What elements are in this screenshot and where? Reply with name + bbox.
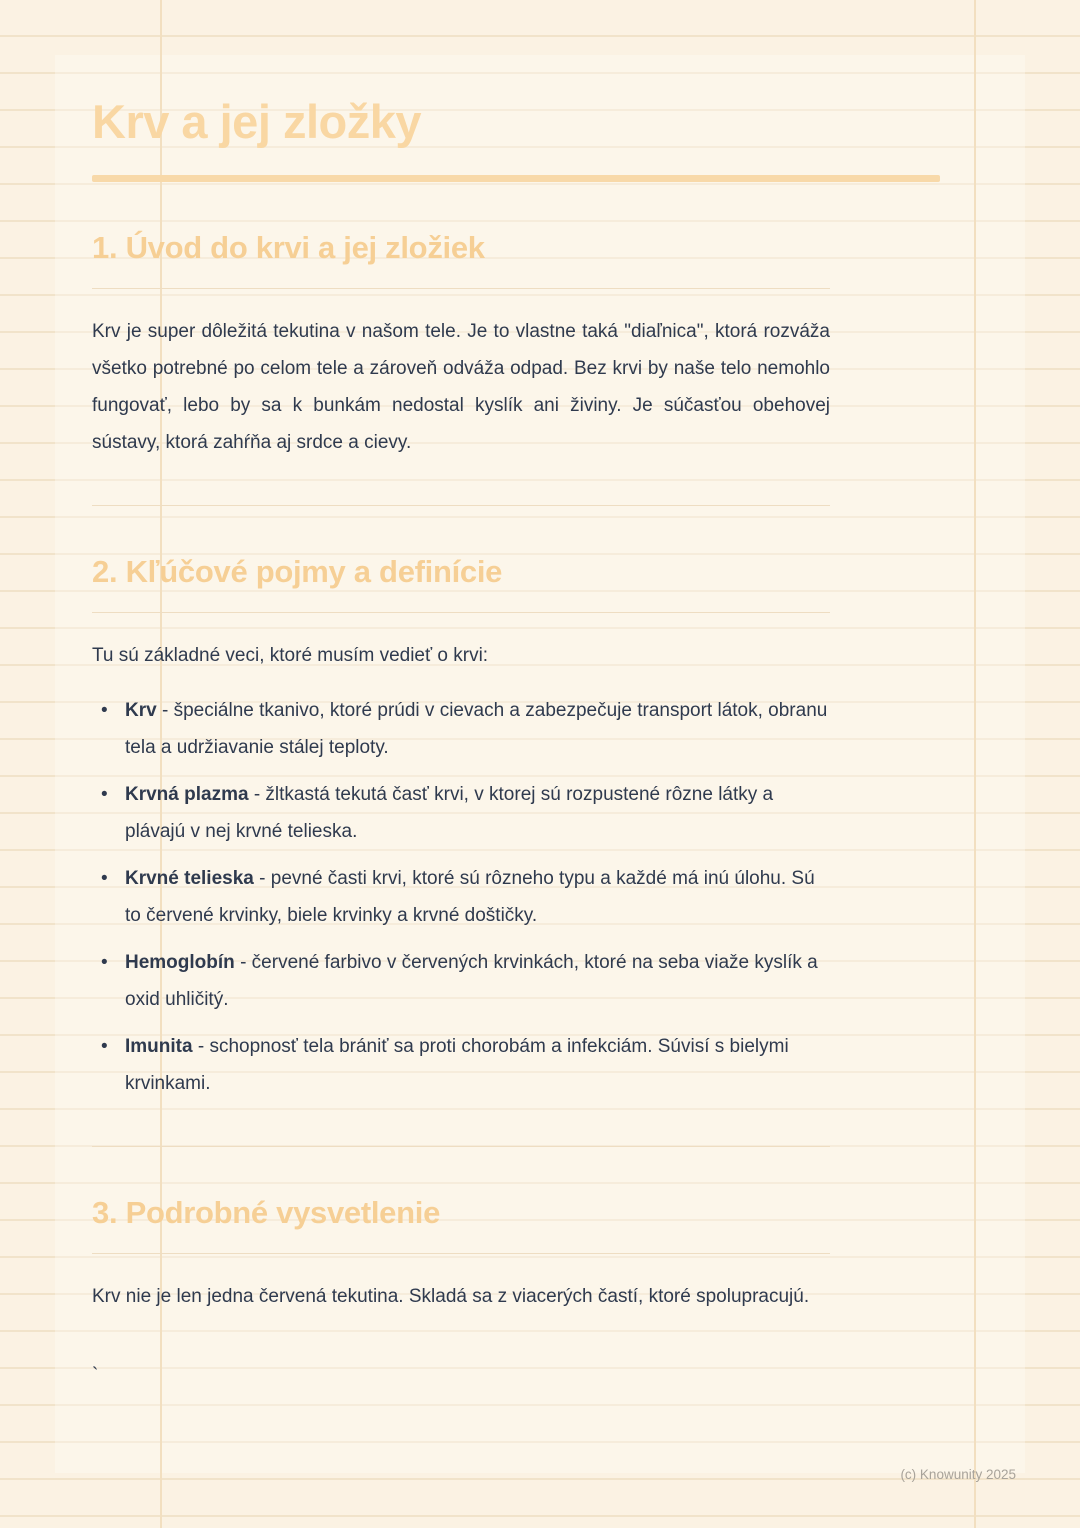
term-label: Hemoglobín	[125, 952, 235, 973]
section-2-intro: Tu sú základné veci, ktoré musím vedieť o krvi:	[92, 645, 489, 666]
section-intro-to-blood	[92, 230, 940, 506]
term-definition: - červené farbivo v červených krvinkách, ktoré na seba viaže kyslík a oxid uhličitý.	[125, 952, 818, 1010]
section-3-heading: 3. Podrobné vysvetlenie	[92, 1195, 441, 1230]
list-item-hemoglobin	[92, 944, 834, 1018]
footer-credit: (c) Knowunity 2025	[900, 1467, 1016, 1482]
section-2-heading: 2. Kľúčové pojmy a definície	[92, 554, 503, 589]
term-definition: - špeciálne tkanivo, ktoré prúdi v cievach a zabezpečuje transport látok, obranu tela a udržiavanie stálej teploty.	[125, 700, 828, 758]
term-label: Imunita	[125, 1036, 193, 1057]
notes-content	[92, 94, 940, 1394]
page-title: Krv a jej zložky	[92, 95, 421, 148]
margin-line-right	[974, 0, 976, 1528]
term-definition: - schopnosť tela brániť sa proti chorobám a infekciám. Súvisí s bielymi krvinkami.	[125, 1036, 789, 1094]
list-item-krv	[92, 692, 834, 766]
section-divider-1	[92, 505, 830, 506]
term-definition: - žltkastá tekutá časť krvi, v ktorej sú rozpustené rôzne látky a plávajú v nej krvné telieska.	[125, 784, 774, 842]
term-definition: - pevné časti krvi, ktoré sú rôzneho typu a každé má inú úlohu. Sú to červené krvinky, biele krvinky a krvné doštičky.	[125, 868, 815, 926]
section-divider-2	[92, 1146, 830, 1147]
section-1-heading-rule	[92, 288, 830, 289]
term-label: Krvné telieska	[125, 868, 254, 889]
list-item-imunita	[92, 1028, 834, 1102]
section-3-paragraph: Krv nie je len jedna červená tekutina. Skladá sa z viacerých častí, ktoré spolupracujú.	[92, 1286, 810, 1307]
list-item-krvne-telieska	[92, 860, 834, 934]
section-1-paragraph: Krv je super dôležitá tekutina v našom tele. Je to vlastne taká "diaľnica", ktorá rozváža všetko potrebné po celom tele a zároveň odváža odpad. Bez krvi by naše telo nemohlo fungovať, lebo by sa k bunkám nedostal kyslík ani živiny. Je súčasťou obehovej sústavy, ktorá zahŕňa aj srdce a cievy.	[92, 321, 830, 453]
term-label: Krv	[125, 700, 157, 721]
section-3-heading-rule	[92, 1253, 830, 1254]
key-terms-list	[92, 692, 834, 1102]
section-key-terms	[92, 554, 940, 1147]
term-label: Krvná plazma	[125, 784, 249, 805]
list-item-krvna-plazma	[92, 776, 834, 850]
section-2-heading-rule	[92, 612, 830, 613]
section-detailed-explanation	[92, 1195, 940, 1394]
title-underline	[92, 175, 940, 182]
section-1-heading: 1. Úvod do krvi a jej zložiek	[92, 230, 485, 265]
stray-backtick: `	[92, 1365, 99, 1386]
